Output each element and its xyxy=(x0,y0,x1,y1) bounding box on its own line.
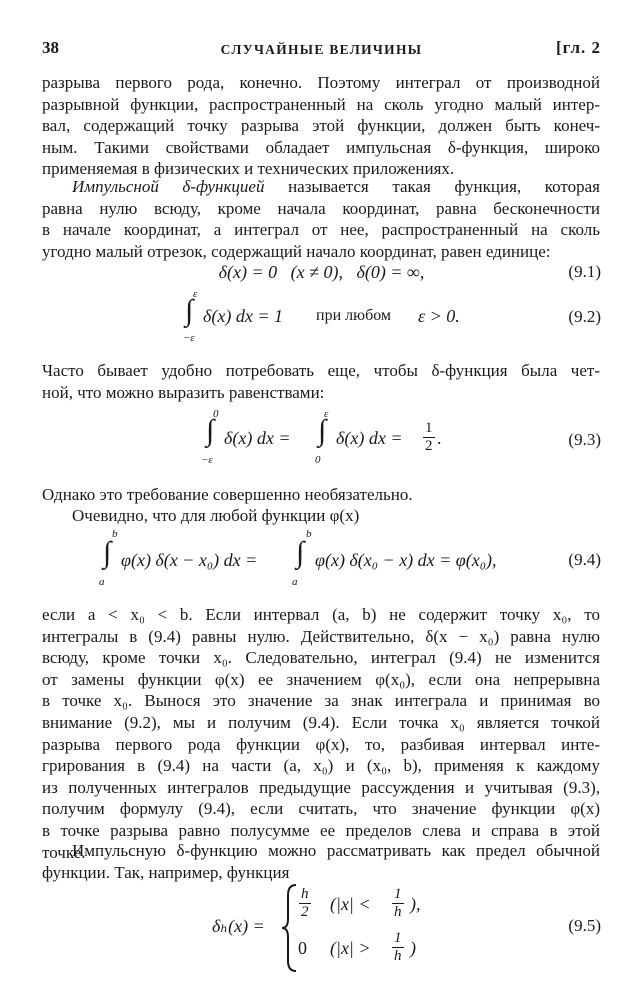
equation-number: (9.4) xyxy=(568,550,601,569)
chapter-marker: [гл. 2 xyxy=(555,38,601,57)
text-line: применяемая в физических и технических приложениях. xyxy=(42,159,455,179)
text-line: внимание (9.2), мы и получим (9.4). Если точка x₀ является точкой xyxy=(42,712,600,732)
term-italic: Импульсной δ-функцией xyxy=(72,177,265,196)
text-line: функции. Так, например, функция xyxy=(42,862,290,882)
upper-limit: ε xyxy=(324,408,329,420)
equation-body: φ(x) δ(x − x₀) dx = xyxy=(121,550,258,570)
denominator: h xyxy=(394,904,402,920)
upper-limit: 0 xyxy=(213,408,219,420)
equation-number: (9.2) xyxy=(568,307,601,326)
text-line: всюду, кроме точки x₀. Следовательно, интеграл (9.4) не изменится xyxy=(42,648,600,668)
text-line: вал, содержащий точку разрыва этой функции, должен быть конеч- xyxy=(42,116,600,136)
integral-sign: ∫ xyxy=(103,536,112,569)
lower-limit: −ε xyxy=(201,454,213,466)
equation-body: φ(x) δ(x₀ − x) dx = φ(x₀), xyxy=(315,550,497,570)
lower-limit: −ε xyxy=(183,332,195,344)
text-line: равна нулю всюду, кроме начала координат, равна бесконечности xyxy=(42,198,600,218)
text-line: точке. xyxy=(42,842,86,862)
equation-number: (9.3) xyxy=(568,430,601,449)
text-line: Часто бывает удобно потребовать еще, чтобы δ-функция была чет- xyxy=(42,361,600,380)
case-value: 0 xyxy=(298,938,307,958)
numerator: h xyxy=(301,886,309,902)
page-number: 38 xyxy=(42,38,59,57)
text-line: грирования в (9.4) на части (a, x₀) и (x₀, b), применяя к каждому xyxy=(42,756,600,776)
fraction xyxy=(392,930,404,965)
lower-limit: a xyxy=(292,576,298,588)
text-fragment: называется такая функция, которая xyxy=(264,177,601,196)
fraction xyxy=(423,420,435,455)
text-line: Однако это требование совершенно необязательно. xyxy=(42,485,413,504)
numerator: 1 xyxy=(394,930,402,946)
paragraph-5 xyxy=(42,505,600,527)
paragraph-2 xyxy=(42,176,600,262)
text-line: разрыва первого рода, конечно. Поэтому интеграл от производной xyxy=(42,73,600,92)
equation-number: (9.1) xyxy=(568,262,601,281)
integral-sign: ∫ xyxy=(318,414,327,447)
numerator: 1 xyxy=(394,886,402,902)
denominator: 2 xyxy=(301,904,309,920)
equation-number: (9.5) xyxy=(568,916,601,935)
text-line: ной, что можно выразить равенствами: xyxy=(42,382,325,402)
equation-body: δ(x) dx = xyxy=(224,428,291,448)
equation-9-3 xyxy=(0,408,643,468)
paragraph-1 xyxy=(42,72,600,180)
equation-condition: при любом xyxy=(316,307,392,324)
case-close: ), xyxy=(410,894,421,914)
text-line: получим формулу (9.4), если считать, что значение функции φ(x) xyxy=(42,799,600,819)
text-line: интегралы в (9.4) равны нулю. Действительно, δ(x − x₀) равна нулю xyxy=(42,626,600,646)
text-line: разрывной функции, распространенный на сколь угодно малый интер- xyxy=(42,94,600,114)
text-line: от замены функции φ(x) ее значением φ(x₀), если она непрерывна xyxy=(42,669,600,689)
denominator: h xyxy=(394,948,402,964)
lower-limit: a xyxy=(99,576,105,588)
text-line: в точке разрыва равно полусумме ее пределов слева и справа в этой xyxy=(42,820,600,840)
case-condition: (|x| > xyxy=(330,938,371,958)
equation-body: δ(x) dx = xyxy=(336,428,403,448)
equation-9-1 xyxy=(0,262,643,283)
integral-sign: ∫ xyxy=(206,414,215,447)
text-line: ным. Такими свойствами обладает импульсная δ-функция, широко xyxy=(42,137,600,157)
fraction xyxy=(299,886,311,921)
equation-body: δ(x) dx = 1 xyxy=(203,306,283,326)
period: . xyxy=(437,428,442,448)
equation-condition-expr: ε > 0. xyxy=(418,306,460,326)
denominator: 2 xyxy=(425,438,433,454)
integral-sign: ∫ xyxy=(185,294,194,327)
text-line: в начале координат, а интеграл от нее, распространенный на сколь xyxy=(42,220,600,240)
equation-lhs: δₕ(x) = xyxy=(212,916,265,936)
text-line: если a < x₀ < b. Если интервал (a, b) не содержит точку x₀, то xyxy=(42,605,600,624)
paragraph-3 xyxy=(42,360,600,403)
upper-limit: b xyxy=(306,528,312,540)
paragraph-7 xyxy=(42,840,600,883)
equation-9-4 xyxy=(0,528,643,592)
paragraph-4 xyxy=(42,484,600,506)
paragraph-6 xyxy=(42,604,600,863)
case-close: ) xyxy=(410,938,416,958)
text-line: угодно малый отрезок, содержащий начало координат, равен единице: xyxy=(42,241,551,261)
left-brace xyxy=(280,883,300,973)
text-line: из полученных интегралов предыдущие рассуждения и учитывая (9.3), xyxy=(42,777,600,797)
equation-body: δ(x) = 0 (x ≠ 0), δ(0) = ∞, xyxy=(218,262,425,282)
text-line: разрыва первого рода функции φ(x), то, разбивая интервал инте- xyxy=(42,734,600,754)
upper-limit: b xyxy=(112,528,118,540)
text-line: Импульсную δ-функцию можно рассматривать как предел обычной xyxy=(72,841,600,860)
upper-limit: ε xyxy=(193,288,198,300)
case-condition: (|x| < xyxy=(330,894,371,914)
fraction xyxy=(392,886,404,921)
text-line: в точке x₀. Вынося это значение за знак интеграла и принимая во xyxy=(42,691,600,711)
integral-sign: ∫ xyxy=(296,536,305,569)
equation-9-5 xyxy=(0,878,643,988)
numerator: 1 xyxy=(425,420,433,436)
text-line: Очевидно, что для любой функции φ(x) xyxy=(72,506,360,525)
lower-limit: 0 xyxy=(315,454,321,466)
text-line xyxy=(42,176,600,198)
running-title: СЛУЧАЙНЫЕ ВЕЛИЧИНЫ xyxy=(220,42,423,57)
